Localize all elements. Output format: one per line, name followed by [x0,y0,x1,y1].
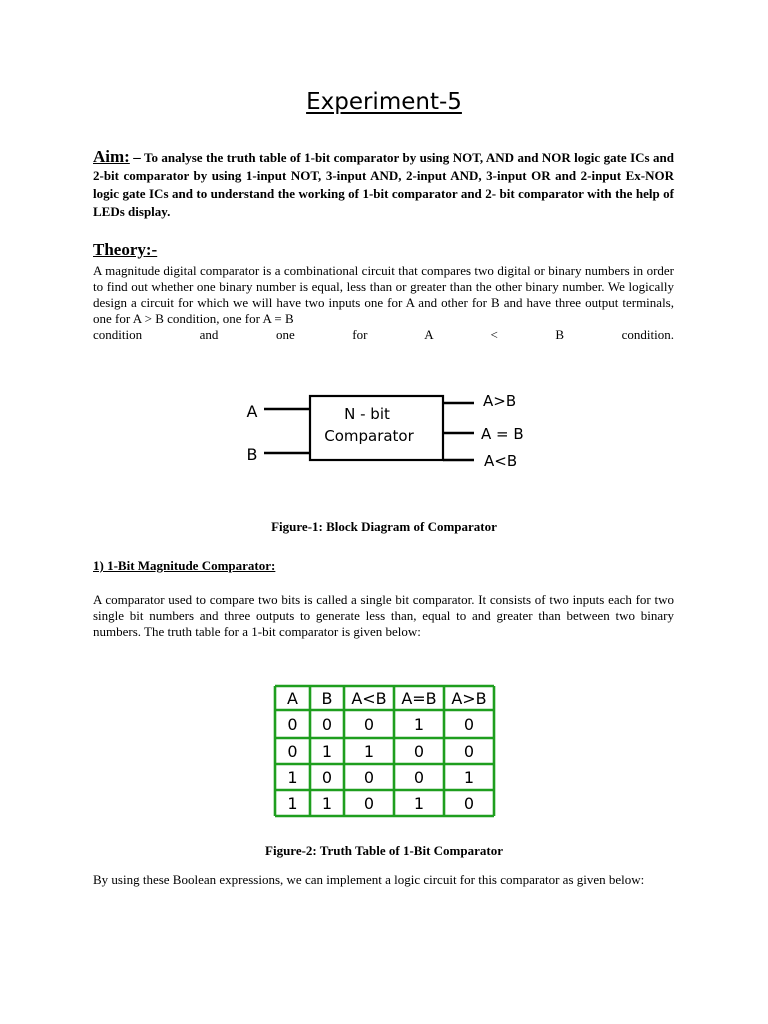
aim-text: To analyse the truth table of 1-bit comparator by using NOT, AND and NOR logic gate ICs and 2-bit comparator by using 1-input NOT, 3-input AND, 2-input AND, 3-input OR and 2-input Ex-NOR logic gate ICs and to understand the working of 1-bit comparator and 2- bit comparator with the help of LEDs display. [93,150,675,219]
theory-heading [93,240,157,260]
figure2-caption: Figure-2: Truth Table of 1-Bit Comparator [265,843,503,858]
table-cell: 0 [463,742,475,761]
closing-paragraph: By using these Boolean expressions, we can implement a logic circuit for this comparator as given below: [93,872,645,887]
section1-heading: 1) 1-Bit Magnitude Comparator: [93,558,276,573]
output-gt-label: A>B [483,392,517,410]
table-cell: 1 [463,768,475,787]
table-header-cell: A>B [451,689,487,708]
table-cell: 1 [321,742,333,761]
theory-paragraph-last-line: condition and one for A < B condition. [93,327,674,342]
table-header-cell: A<B [351,689,387,708]
theory-paragraph: A magnitude digital comparator is a combinational circuit that compares two digital or binary numbers in order to find out whether one binary number is equal, less than or greater than the other binary number. We logically design a circuit for which we will have two inputs one for A and other for B and have three output terminals, one for A > B condition, one for A = B [93,263,674,326]
table-cell: 0 [463,715,475,734]
table-cell: 1 [363,742,375,761]
output-eq-label: A = B [481,425,524,443]
table-cell: 0 [287,742,298,761]
theory-heading-text: Theory [93,240,146,259]
table-cell: 0 [363,768,375,787]
truth-table [270,682,500,822]
theory-heading-suffix: :- [145,240,158,259]
table-cell: 1 [413,715,425,734]
table-cell: 0 [413,742,425,761]
table-cell: 1 [287,768,298,787]
table-cell: 0 [413,768,425,787]
page-title: Experiment-5 [306,89,462,115]
figure1-caption: Figure-1: Block Diagram of Comparator [271,519,497,534]
aim-heading: Aim: [93,147,130,166]
table-cell: 0 [363,794,375,813]
table-cell: 0 [363,715,375,734]
table-header-cell: A=B [401,689,437,708]
output-lt-label: A<B [484,452,518,470]
table-cell: 1 [321,794,333,813]
table-cell: 1 [413,794,425,813]
section1-paragraph: A comparator used to compare two bits is called a single bit comparator. It consists of two inputs each for two single bit numbers and three outputs to generate less than, equal to and greater than between two binary numbers. The truth table for a 1-bit comparator is given below: [93,592,674,639]
table-cell: 0 [321,715,333,734]
table-cell: 0 [287,715,298,734]
aim-dash: – [133,150,141,166]
table-cell: 0 [321,768,333,787]
input-b-label: B [246,445,258,464]
table-cell: 1 [287,794,298,813]
table-cell: 0 [463,794,475,813]
table-header-cell: B [321,689,333,708]
table-header-cell: A [287,689,298,708]
aim-paragraph [93,148,674,221]
block-label-line2: Comparator [324,427,414,445]
block-diagram [0,380,768,490]
block-label-line1: N - bit [344,405,390,423]
input-a-label: A [246,402,258,421]
